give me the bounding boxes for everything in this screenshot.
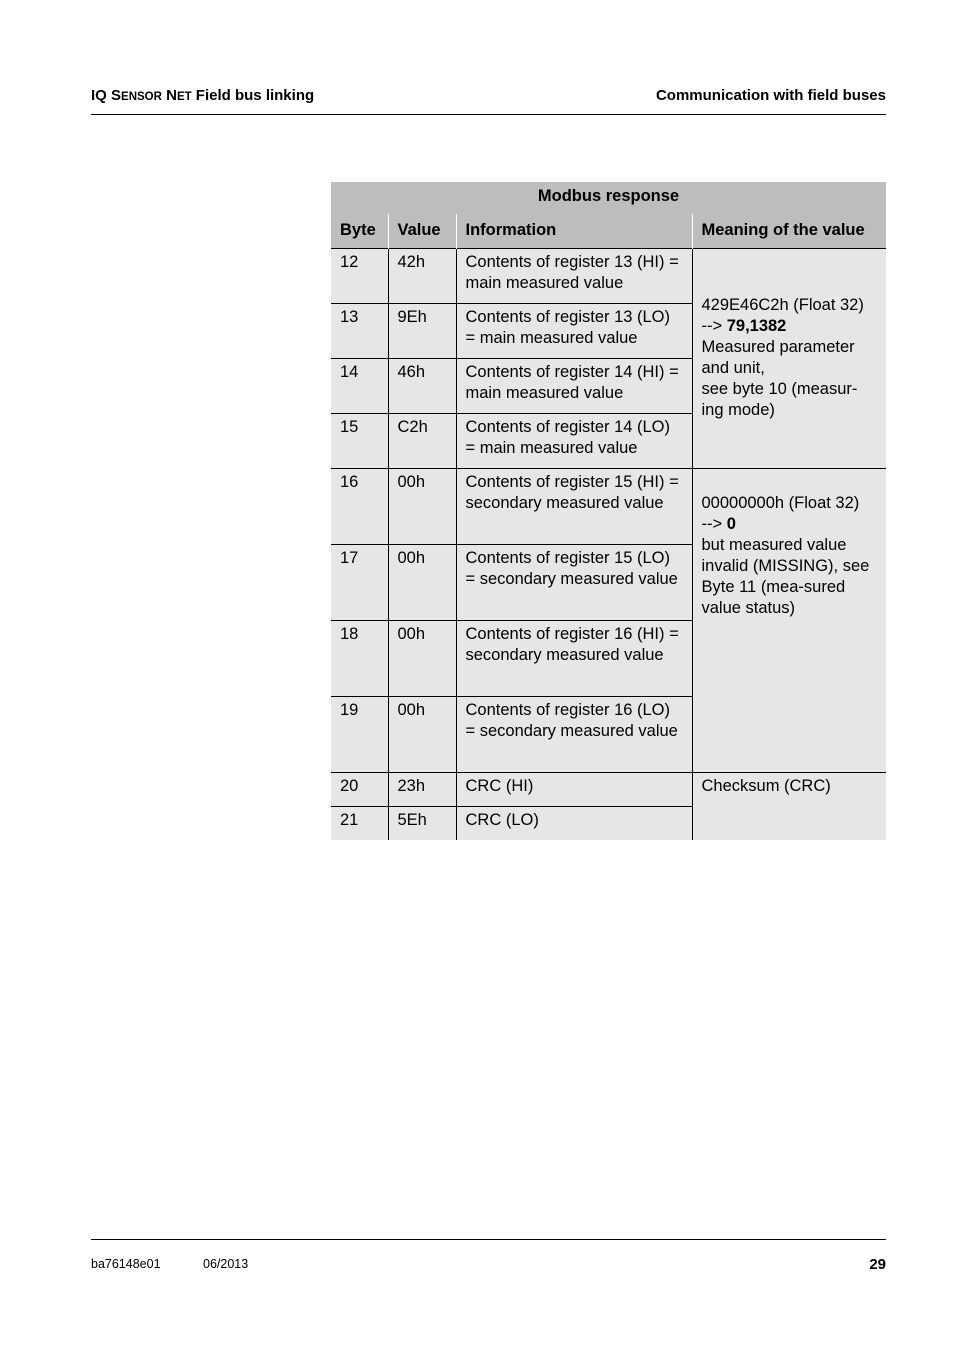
meaning-main-arrow: --> [701, 317, 727, 335]
value-cell: 00h [388, 469, 456, 545]
byte-cell: 12 [331, 249, 388, 304]
value-cell: 00h [388, 697, 456, 773]
modbus-response-table [331, 182, 886, 840]
footer-rule [91, 1239, 886, 1240]
byte-cell: 18 [331, 621, 388, 697]
byte-cell: 14 [331, 359, 388, 414]
meaning-main-rest1: Measured parameter and unit, [701, 338, 855, 377]
value-cell: 00h [388, 621, 456, 697]
table-row [331, 469, 886, 545]
meaning-secondary-line1: 00000000h (Float 32) [701, 494, 860, 512]
meaning-secondary-arrow: --> [701, 515, 727, 533]
value-cell: 9Eh [388, 304, 456, 359]
information-cell: Contents of register 13 (LO) = main measured value [456, 304, 692, 359]
page-number: 29 [869, 1256, 886, 1273]
information-cell: Contents of register 13 (HI) = main measured value [456, 249, 692, 304]
header-rule [91, 114, 886, 115]
information-cell: Contents of register 14 (HI) = main measured value [456, 359, 692, 414]
table-header-row [331, 214, 886, 249]
value-cell: 42h [388, 249, 456, 304]
meaning-secondary-rest: but measured value invalid (MISSING), see Byte 11 (mea-sured value status) [701, 536, 870, 617]
meaning-cell-main-value [692, 249, 886, 469]
value-cell: C2h [388, 414, 456, 469]
table-row [331, 249, 886, 304]
byte-cell: 20 [331, 773, 388, 807]
information-cell: CRC (HI) [456, 773, 692, 807]
byte-cell: 13 [331, 304, 388, 359]
information-cell: Contents of register 14 (LO) = main measured value [456, 414, 692, 469]
information-cell: Contents of register 15 (HI) = secondary measured value [456, 469, 692, 545]
byte-cell: 16 [331, 469, 388, 545]
column-header-information: Information [456, 214, 692, 249]
information-cell: Contents of register 16 (HI) = secondary measured value [456, 621, 692, 697]
value-cell: 23h [388, 773, 456, 807]
meaning-cell-secondary-value [692, 469, 886, 773]
meaning-cell-crc: Checksum (CRC) [692, 773, 886, 841]
column-header-value: Value [388, 214, 456, 249]
table-row [331, 773, 886, 807]
byte-cell: 21 [331, 807, 388, 841]
meaning-secondary-value: 0 [726, 515, 736, 533]
meaning-main-rest2: see byte 10 (measur-ing mode) [701, 380, 858, 419]
meaning-main-value: 79,1382 [726, 317, 787, 335]
running-header-right: Communication with field buses [655, 87, 886, 104]
byte-cell: 15 [331, 414, 388, 469]
column-header-byte: Byte [331, 214, 388, 249]
information-cell: Contents of register 15 (LO) = secondary measured value [456, 545, 692, 621]
meaning-main-line1: 429E46C2h (Float 32) [701, 296, 864, 314]
value-cell: 46h [388, 359, 456, 414]
running-header-left: IQ SENSOR NET Field bus linking [91, 87, 315, 104]
information-cell: Contents of register 16 (LO) = secondary measured value [456, 697, 692, 773]
footer-date: 06/2013 [203, 1257, 249, 1271]
footer-document-id: ba76148e01 [91, 1257, 161, 1271]
byte-cell: 19 [331, 697, 388, 773]
value-cell: 5Eh [388, 807, 456, 841]
table-title-row [331, 182, 886, 214]
byte-cell: 17 [331, 545, 388, 621]
column-header-meaning: Meaning of the value [692, 214, 886, 249]
value-cell: 00h [388, 545, 456, 621]
information-cell: CRC (LO) [456, 807, 692, 841]
table-title: Modbus response [331, 182, 886, 214]
